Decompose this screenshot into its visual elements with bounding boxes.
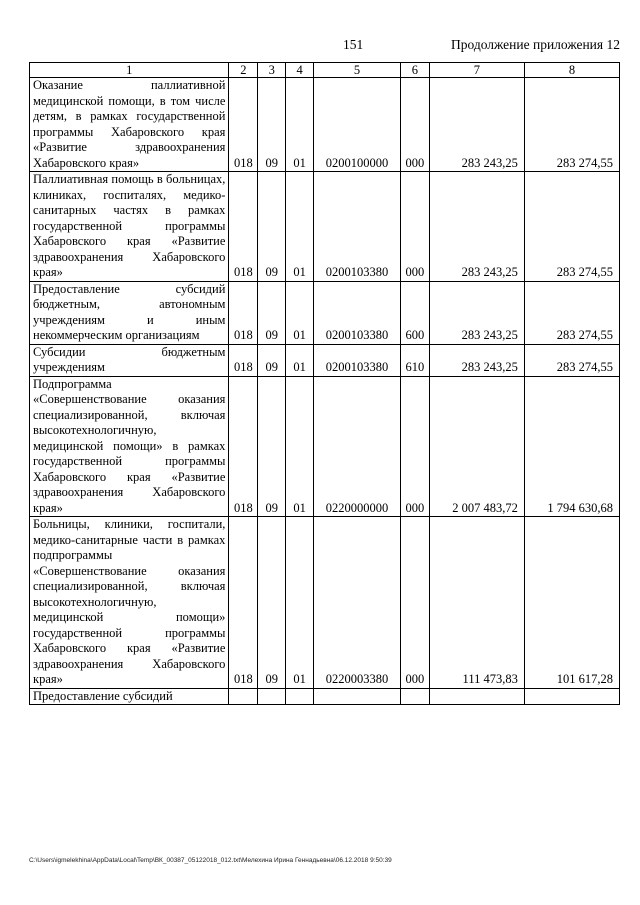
amount-year-1: 2 007 483,72	[429, 376, 524, 517]
ministry-code: 018	[229, 172, 258, 282]
continuation-label: Продолжение приложения 12	[450, 37, 620, 52]
header-row	[30, 63, 620, 78]
amount-year-2: 283 274,55	[524, 78, 619, 172]
table-row	[30, 344, 620, 376]
amount-year-1: 111 473,83	[429, 517, 524, 689]
column-header: 2	[229, 63, 258, 78]
budget-table	[29, 62, 620, 705]
table-row	[30, 376, 620, 517]
target-article-code: 0200103380	[314, 344, 401, 376]
amount-year-1: 283 243,25	[429, 172, 524, 282]
row-name: Подпрограмма «Совершенствование оказания специализированной, включая высокотехнологичную, медицинской помощи» в рамках государственной программы Хабаровского края «Развитие здравоохранения Хабаровского края»	[30, 376, 229, 517]
amount-year-2: 283 274,55	[524, 344, 619, 376]
table-row	[30, 78, 620, 172]
column-header: 6	[400, 63, 429, 78]
column-header: 8	[524, 63, 619, 78]
section-code: 09	[258, 376, 286, 517]
section-code: 09	[258, 344, 286, 376]
amount-year-1	[429, 688, 524, 705]
target-article-code: 0200100000	[314, 78, 401, 172]
subsection-code: 01	[286, 517, 314, 689]
row-name: Паллиативная помощь в больницах, клиниках, госпиталях, медико-санитарных частях в рамках государственной программы Хабаровского края «Развитие здравоохранения Хабаровского края»	[30, 172, 229, 282]
expense-type-code: 610	[400, 344, 429, 376]
ministry-code: 018	[229, 344, 258, 376]
subsection-code: 01	[286, 172, 314, 282]
expense-type-code: 000	[400, 517, 429, 689]
target-article-code: 0200103380	[314, 172, 401, 282]
subsection-code: 01	[286, 344, 314, 376]
section-code: 09	[258, 281, 286, 344]
column-header: 1	[30, 63, 229, 78]
page-number: 151	[343, 37, 364, 52]
subsection-code	[286, 688, 314, 705]
amount-year-2: 283 274,55	[524, 172, 619, 282]
target-article-code: 0220003380	[314, 517, 401, 689]
target-article-code: 0200103380	[314, 281, 401, 344]
section-code	[258, 688, 286, 705]
amount-year-2: 283 274,55	[524, 281, 619, 344]
row-name: Предоставление субсидий	[30, 688, 229, 705]
row-name: Субсидии бюджетным учреждениям	[30, 344, 229, 376]
row-name: Больницы, клиники, госпитали, медико-санитарные части в рамках подпрограммы «Совершенствование оказания специализированной, включая высокотехнологичную, медицинской помощи» государственной программы Хабаровского края «Развитие здравоохранения Хабаровского края»	[30, 517, 229, 689]
column-header: 3	[258, 63, 286, 78]
amount-year-1: 283 243,25	[429, 78, 524, 172]
amount-year-2	[524, 688, 619, 705]
table-row	[30, 281, 620, 344]
table-row	[30, 517, 620, 689]
ministry-code: 018	[229, 78, 258, 172]
column-header: 4	[286, 63, 314, 78]
amount-year-1: 283 243,25	[429, 281, 524, 344]
row-name: Оказание паллиативной медицинской помощи, в том числе детям, в рамках государственной программы Хабаровского края «Развитие здравоохранения Хабаровского края»	[30, 78, 229, 172]
section-code: 09	[258, 517, 286, 689]
amount-year-2: 1 794 630,68	[524, 376, 619, 517]
row-name: Предоставление субсидий бюджетным, автономным учреждениям и иным некоммерческим организациям	[30, 281, 229, 344]
ministry-code: 018	[229, 281, 258, 344]
ministry-code	[229, 688, 258, 705]
page-header	[0, 37, 640, 57]
subsection-code: 01	[286, 376, 314, 517]
expense-type-code: 000	[400, 78, 429, 172]
amount-year-2: 101 617,28	[524, 517, 619, 689]
ministry-code: 018	[229, 376, 258, 517]
file-path-footer: C:\Users\igmelekhina\AppData\Local\Temp\ВК_00387_05122018_012.txt\Мелехина Ирина Геннадьевна\06.12.2018 9:50:39	[29, 857, 392, 864]
target-article-code	[314, 688, 401, 705]
subsection-code: 01	[286, 78, 314, 172]
expense-type-code: 600	[400, 281, 429, 344]
expense-type-code	[400, 688, 429, 705]
target-article-code: 0220000000	[314, 376, 401, 517]
subsection-code: 01	[286, 281, 314, 344]
amount-year-1: 283 243,25	[429, 344, 524, 376]
table-row	[30, 172, 620, 282]
ministry-code: 018	[229, 517, 258, 689]
expense-type-code: 000	[400, 172, 429, 282]
section-code: 09	[258, 172, 286, 282]
column-header: 7	[429, 63, 524, 78]
column-header: 5	[314, 63, 401, 78]
table-row	[30, 688, 620, 705]
section-code: 09	[258, 78, 286, 172]
expense-type-code: 000	[400, 376, 429, 517]
